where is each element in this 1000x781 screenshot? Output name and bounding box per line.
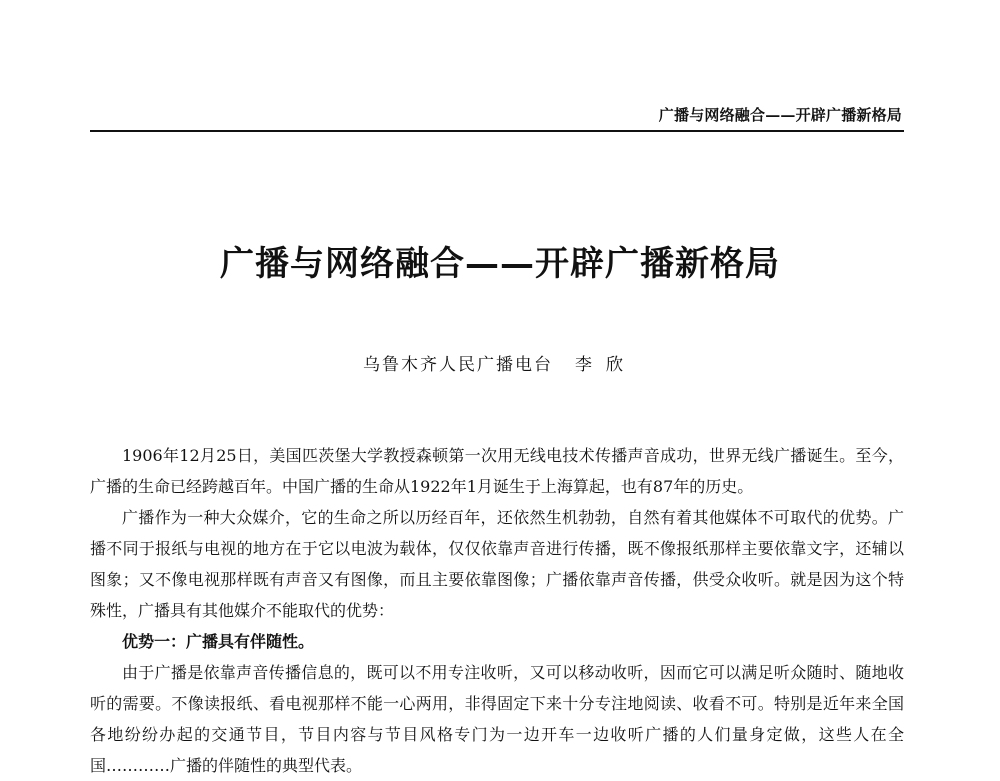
paragraph-advantages: 广播作为一种大众媒介，它的生命之所以历经百年，还依然生机勃勃，自然有着其他媒体不可取代的优势。广播不同于报纸与电视的地方在于它以电波为载体，仅仅依靠声音进行传播，既不像报纸那样主要依靠文字，还辅以图象；又不像电视那样既有声音又有图像，而且主要依靠图像；广播依靠声音传播，供受众收听。就是因为这个特殊性，广播具有其他媒介不能取代的优势： bbox=[90, 508, 904, 620]
paragraph-companionship: 由于广播是依靠声音传播信息的，既可以不用专注收听，又可以移动收听，因而它可以满足听众随时、随地收听的需要。不像读报纸、看电视那样不能一心两用，非得固定下来十分专注地阅读、收看不可。特别是近年来全国各地纷纷办起的交通节目，节目内容与节目风格专门为一边开车一边收听广播的人们量身定做，这些人在全国…………广播的伴随性的典型代表。 bbox=[90, 663, 904, 775]
header-rule bbox=[90, 130, 904, 132]
author-name: 李欣 bbox=[575, 355, 637, 375]
running-header: 广播与网络融合——开辟广播新格局 bbox=[658, 106, 902, 124]
byline bbox=[0, 350, 1000, 375]
article-title: 广播与网络融合——开辟广播新格局 bbox=[220, 244, 780, 284]
subheading-advantage-one: 优势一：广播具有伴随性。 bbox=[122, 632, 315, 651]
article-body bbox=[90, 440, 904, 781]
affiliation: 乌鲁木齐人民广播电台 bbox=[363, 355, 553, 375]
paragraph-intro: 1906年12月25日，美国匹茨堡大学教授森顿第一次用无线电技术传播声音成功，世界无线广播诞生。至今，广播的生命已经跨越百年。中国广播的生命从1922年1月诞生于上海算起，也有87年的历史。 bbox=[90, 446, 904, 496]
